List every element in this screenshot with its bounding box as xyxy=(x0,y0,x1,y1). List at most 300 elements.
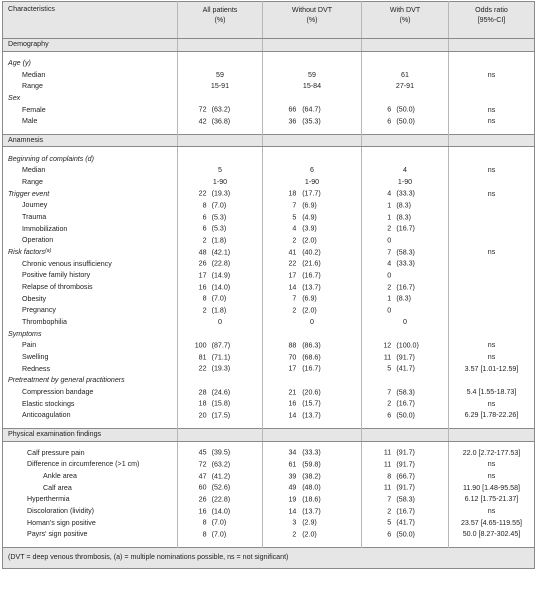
with-dvt-cell xyxy=(362,165,449,177)
table-row xyxy=(3,483,535,495)
all-patients-percent: (5.3) xyxy=(211,213,227,222)
table-row xyxy=(3,448,535,460)
with-dvt-count: 11 xyxy=(383,448,392,457)
without-dvt-count: 39 xyxy=(288,472,297,481)
with-dvt-percent: (50.0) xyxy=(396,530,415,539)
with-dvt-cell xyxy=(362,448,449,460)
table-row xyxy=(3,282,535,294)
all-patients-count: 8 xyxy=(202,294,207,303)
without-dvt-percent: (59.8) xyxy=(302,460,321,469)
all-patients-cell xyxy=(178,247,263,259)
all-patients-count: 26 xyxy=(198,495,207,504)
row-label: Range xyxy=(22,82,43,91)
odds-ratio-cell xyxy=(449,104,535,116)
footnote: (DVT = deep venous thrombosis, (a) = multiple nominations possible, ns = not significant) xyxy=(3,547,535,568)
section-empty-cell xyxy=(263,428,362,441)
all-patients-cell xyxy=(178,317,263,329)
all-patients-cell xyxy=(178,93,263,105)
header-without-pct: (%) xyxy=(306,15,318,24)
table-row xyxy=(3,471,535,483)
without-dvt-cell xyxy=(263,69,362,81)
odds-ratio-cell xyxy=(449,483,535,495)
all-patients-count: 72 xyxy=(198,105,207,114)
without-dvt-count: 49 xyxy=(288,483,297,492)
all-patients-cell xyxy=(178,352,263,364)
without-dvt-cell xyxy=(263,398,362,410)
without-dvt-cell xyxy=(263,200,362,212)
without-dvt-count: 14 xyxy=(288,411,297,420)
odds-ratio-value: ns xyxy=(487,460,496,469)
row-label-cell xyxy=(3,293,178,305)
odds-ratio-cell xyxy=(449,448,535,460)
all-patients-cell xyxy=(178,410,263,422)
section-empty-cell xyxy=(178,134,263,147)
odds-ratio-cell xyxy=(449,116,535,128)
odds-ratio-cell xyxy=(449,93,535,105)
odds-ratio-cell xyxy=(449,58,535,70)
without-dvt-count: 41 xyxy=(288,248,297,257)
header-with-label: With DVT xyxy=(389,6,421,14)
with-dvt-count: 7 xyxy=(387,388,392,397)
without-dvt-percent: (48.0) xyxy=(302,483,321,492)
without-dvt-cell xyxy=(263,270,362,282)
without-dvt-percent: (35.3) xyxy=(302,117,321,126)
without-dvt-cell xyxy=(263,506,362,518)
with-dvt-cell xyxy=(362,305,449,317)
all-patients-percent: (19.3) xyxy=(211,364,231,373)
all-patients-cell xyxy=(178,235,263,247)
with-dvt-cell xyxy=(362,328,449,340)
without-dvt-count: 14 xyxy=(288,507,297,516)
without-dvt-percent: (16.7) xyxy=(302,271,321,280)
with-dvt-percent: (50.0) xyxy=(396,411,415,420)
without-dvt-count: 34 xyxy=(288,448,297,457)
header-with-dvt xyxy=(362,2,449,39)
row-label: Relapse of thrombosis xyxy=(22,283,93,292)
table-row xyxy=(3,387,535,399)
all-patients-percent: (14.9) xyxy=(211,271,231,280)
without-dvt-cell xyxy=(263,387,362,399)
row-label-cell xyxy=(3,317,178,329)
without-dvt-count: 16 xyxy=(288,399,297,408)
section-empty-cell xyxy=(362,39,449,52)
odds-ratio-cell xyxy=(449,305,535,317)
table-row xyxy=(3,177,535,189)
without-dvt-percent: (17.7) xyxy=(302,189,321,198)
row-label: Male xyxy=(22,117,38,126)
header-without-label: Without DVT xyxy=(291,6,333,14)
without-dvt-cell xyxy=(263,471,362,483)
with-dvt-count: 4 xyxy=(387,189,392,198)
row-label-cell xyxy=(3,58,178,70)
all-patients-value: 59 xyxy=(216,70,224,79)
with-dvt-cell xyxy=(362,69,449,81)
table-row xyxy=(3,258,535,270)
with-dvt-count: 12 xyxy=(383,341,392,350)
all-patients-cell xyxy=(178,188,263,200)
with-dvt-percent: (66.7) xyxy=(396,472,415,481)
row-label: Median xyxy=(22,70,46,79)
with-dvt-cell xyxy=(362,223,449,235)
without-dvt-percent: (6.9) xyxy=(302,294,317,303)
row-label: Difference in circumference (>1 cm) xyxy=(27,460,140,469)
row-label-cell xyxy=(3,93,178,105)
row-label: Trigger event xyxy=(8,189,50,198)
without-dvt-percent: (2.0) xyxy=(302,306,317,315)
without-dvt-percent: (40.2) xyxy=(302,248,321,257)
row-label-cell xyxy=(3,410,178,422)
all-patients-percent: (41.2) xyxy=(211,472,231,481)
with-dvt-cell xyxy=(362,518,449,530)
odds-ratio-cell xyxy=(449,270,535,282)
with-dvt-percent: (8.3) xyxy=(396,213,411,222)
with-dvt-percent: (58.3) xyxy=(396,388,415,397)
all-patients-cell xyxy=(178,165,263,177)
all-patients-percent: (5.3) xyxy=(211,224,227,233)
without-dvt-cell xyxy=(263,340,362,352)
all-patients-count: 81 xyxy=(198,353,207,362)
with-dvt-cell xyxy=(362,93,449,105)
all-patients-value: 5 xyxy=(218,166,222,175)
all-patients-percent: (63.2) xyxy=(211,460,231,469)
with-dvt-count: 7 xyxy=(387,248,392,257)
table-row xyxy=(3,153,535,165)
with-dvt-percent: (8.3) xyxy=(396,201,411,210)
row-label-cell xyxy=(3,459,178,471)
without-dvt-cell xyxy=(263,352,362,364)
row-label-cell xyxy=(3,305,178,317)
with-dvt-count: 1 xyxy=(387,294,392,303)
row-label-cell xyxy=(3,188,178,200)
without-dvt-count: 36 xyxy=(288,117,297,126)
without-dvt-percent: (38.2) xyxy=(302,472,321,481)
with-dvt-percent: (50.0) xyxy=(396,117,415,126)
odds-ratio-cell xyxy=(449,200,535,212)
section-header-row xyxy=(3,134,535,147)
all-patients-percent: (7.0) xyxy=(211,201,227,210)
row-label-cell xyxy=(3,270,178,282)
section-empty-cell xyxy=(362,428,449,441)
with-dvt-cell xyxy=(362,494,449,506)
with-dvt-percent: (58.3) xyxy=(396,248,415,257)
row-label-cell xyxy=(3,258,178,270)
without-dvt-count: 61 xyxy=(288,460,297,469)
odds-ratio-value: ns xyxy=(487,353,496,362)
row-label-cell xyxy=(3,518,178,530)
row-label: Immobilization xyxy=(22,224,68,233)
with-dvt-value: 0 xyxy=(403,318,407,327)
header-without-dvt xyxy=(263,2,362,39)
row-label: Chronic venous insufficiency xyxy=(22,259,112,268)
section-empty-cell xyxy=(449,39,535,52)
all-patients-cell xyxy=(178,58,263,70)
all-patients-count: 47 xyxy=(198,472,207,481)
without-dvt-count: 7 xyxy=(292,201,297,210)
without-dvt-count: 2 xyxy=(292,306,297,315)
all-patients-cell xyxy=(178,270,263,282)
without-dvt-count: 7 xyxy=(292,294,297,303)
without-dvt-percent: (21.6) xyxy=(302,259,321,268)
table-row xyxy=(3,58,535,70)
all-patients-count: 2 xyxy=(202,236,207,245)
with-dvt-cell xyxy=(362,81,449,93)
with-dvt-cell xyxy=(362,153,449,165)
with-dvt-cell xyxy=(362,459,449,471)
row-label: Obesity xyxy=(22,294,47,303)
all-patients-cell xyxy=(178,153,263,165)
table-row xyxy=(3,165,535,177)
with-dvt-cell xyxy=(362,116,449,128)
without-dvt-cell xyxy=(263,153,362,165)
all-patients-count: 45 xyxy=(198,448,207,457)
header-with-pct: (%) xyxy=(399,15,411,24)
with-dvt-cell xyxy=(362,188,449,200)
odds-ratio-value: 23.57 [4.65-119.55] xyxy=(460,518,522,527)
section-title: Physical examination findings xyxy=(3,428,178,441)
header-ci-label: [95%-CI] xyxy=(477,15,506,24)
with-dvt-value: 1-90 xyxy=(397,178,413,186)
with-dvt-count: 6 xyxy=(387,105,392,114)
row-label-cell xyxy=(3,153,178,165)
without-dvt-count: 19 xyxy=(288,495,297,504)
with-dvt-count: 5 xyxy=(387,364,392,373)
odds-ratio-cell xyxy=(449,328,535,340)
row-label-cell xyxy=(3,104,178,116)
odds-ratio-value: 50.0 [8.27-302.45] xyxy=(462,530,521,539)
all-patients-percent: (36.8) xyxy=(211,117,231,126)
without-dvt-count: 88 xyxy=(288,341,297,350)
table-row xyxy=(3,188,535,200)
with-dvt-cell xyxy=(362,529,449,541)
row-label: Operation xyxy=(22,236,54,245)
all-patients-cell xyxy=(178,116,263,128)
table-row xyxy=(3,81,535,93)
with-dvt-cell xyxy=(362,398,449,410)
without-dvt-percent: (2.0) xyxy=(302,236,317,245)
row-label-cell xyxy=(3,363,178,375)
row-label-cell xyxy=(3,165,178,177)
without-dvt-percent: (4.9) xyxy=(302,213,317,222)
table-row xyxy=(3,212,535,224)
all-patients-percent: (71.1) xyxy=(211,353,231,362)
header-or-label: Odds ratio xyxy=(475,6,508,14)
all-patients-percent: (7.0) xyxy=(211,530,227,539)
row-label: Symptoms xyxy=(8,329,42,338)
all-patients-count: 8 xyxy=(202,530,207,539)
all-patients-cell xyxy=(178,200,263,212)
all-patients-cell xyxy=(178,471,263,483)
without-dvt-cell xyxy=(263,177,362,189)
row-label-cell xyxy=(3,223,178,235)
without-dvt-cell xyxy=(263,459,362,471)
row-label-cell xyxy=(3,448,178,460)
table-row xyxy=(3,375,535,387)
table-row xyxy=(3,529,535,541)
row-label: Female xyxy=(22,105,46,114)
with-dvt-count: 8 xyxy=(387,472,392,481)
with-dvt-count: 6 xyxy=(387,530,392,539)
section-empty-cell xyxy=(178,39,263,52)
all-patients-percent: (7.0) xyxy=(211,294,227,303)
with-dvt-cell xyxy=(362,104,449,116)
with-dvt-percent: (16.7) xyxy=(396,283,415,292)
without-dvt-count: 17 xyxy=(288,271,297,280)
without-dvt-cell xyxy=(263,317,362,329)
header-all-label: All patients xyxy=(202,6,238,14)
odds-ratio-cell xyxy=(449,518,535,530)
without-dvt-cell xyxy=(263,247,362,259)
row-label: Median xyxy=(22,166,46,175)
with-dvt-percent: (50.0) xyxy=(396,105,415,114)
table-row xyxy=(3,305,535,317)
row-label-cell xyxy=(3,69,178,81)
all-patients-cell xyxy=(178,258,263,270)
table-row xyxy=(3,398,535,410)
with-dvt-count: 7 xyxy=(387,495,392,504)
with-dvt-cell xyxy=(362,270,449,282)
with-dvt-count: 4 xyxy=(387,259,392,268)
table-row xyxy=(3,328,535,340)
row-label: Beginning of complaints (d) xyxy=(8,154,94,163)
with-dvt-percent: (16.7) xyxy=(396,399,415,408)
with-dvt-cell xyxy=(362,352,449,364)
without-dvt-count: 18 xyxy=(288,189,297,198)
table-row xyxy=(3,235,535,247)
row-label-cell xyxy=(3,506,178,518)
without-dvt-cell xyxy=(263,410,362,422)
all-patients-cell xyxy=(178,282,263,294)
all-patients-cell xyxy=(178,387,263,399)
odds-ratio-cell xyxy=(449,363,535,375)
all-patients-cell xyxy=(178,104,263,116)
all-patients-percent: (19.3) xyxy=(211,189,231,198)
all-patients-count: 8 xyxy=(202,518,207,527)
with-dvt-percent: (41.7) xyxy=(396,518,415,527)
odds-ratio-cell xyxy=(449,223,535,235)
with-dvt-cell xyxy=(362,340,449,352)
table-row xyxy=(3,270,535,282)
without-dvt-count: 17 xyxy=(288,364,297,373)
row-label-cell xyxy=(3,471,178,483)
without-dvt-cell xyxy=(263,223,362,235)
without-dvt-percent: (86.3) xyxy=(302,341,321,350)
with-dvt-count: 0 xyxy=(387,306,392,315)
row-label: Compression bandage xyxy=(22,388,94,397)
with-dvt-percent: (91.7) xyxy=(396,448,415,457)
row-label-cell xyxy=(3,328,178,340)
with-dvt-count: 11 xyxy=(383,353,392,362)
with-dvt-percent: (41.7) xyxy=(396,364,415,373)
odds-ratio-cell xyxy=(449,459,535,471)
header-all-patients xyxy=(178,2,263,39)
row-label-cell xyxy=(3,494,178,506)
odds-ratio-cell xyxy=(449,317,535,329)
with-dvt-count: 2 xyxy=(387,507,392,516)
without-dvt-cell xyxy=(263,363,362,375)
without-dvt-percent: (6.9) xyxy=(302,201,317,210)
all-patients-percent: (14.0) xyxy=(211,283,231,292)
all-patients-count: 72 xyxy=(198,460,207,469)
all-patients-cell xyxy=(178,483,263,495)
all-patients-cell xyxy=(178,448,263,460)
all-patients-cell xyxy=(178,494,263,506)
without-dvt-cell xyxy=(263,93,362,105)
all-patients-cell xyxy=(178,81,263,93)
all-patients-percent: (39.5) xyxy=(211,448,231,457)
without-dvt-cell xyxy=(263,116,362,128)
without-dvt-cell xyxy=(263,104,362,116)
with-dvt-percent: (33.3) xyxy=(396,259,415,268)
row-label: Thrombophilia xyxy=(22,318,67,327)
row-label-cell xyxy=(3,177,178,189)
without-dvt-cell xyxy=(263,483,362,495)
without-dvt-cell xyxy=(263,529,362,541)
all-patients-percent: (1.8) xyxy=(211,306,227,315)
odds-ratio-cell xyxy=(449,153,535,165)
without-dvt-value: 1-90 xyxy=(304,178,320,186)
odds-ratio-cell xyxy=(449,282,535,294)
without-dvt-cell xyxy=(263,305,362,317)
without-dvt-value: 59 xyxy=(308,70,316,79)
row-label-cell xyxy=(3,212,178,224)
row-label: Pregnancy xyxy=(22,306,56,315)
all-patients-cell xyxy=(178,212,263,224)
all-patients-percent: (52.6) xyxy=(211,483,231,492)
without-dvt-count: 2 xyxy=(292,236,297,245)
without-dvt-percent: (16.7) xyxy=(302,364,321,373)
without-dvt-cell xyxy=(263,235,362,247)
odds-ratio-cell xyxy=(449,235,535,247)
all-patients-cell xyxy=(178,375,263,387)
table-row xyxy=(3,459,535,471)
odds-ratio-cell xyxy=(449,212,535,224)
all-patients-percent: (22.8) xyxy=(211,495,231,504)
with-dvt-cell xyxy=(362,235,449,247)
odds-ratio-cell xyxy=(449,506,535,518)
header-odds-ratio xyxy=(449,2,535,39)
all-patients-count: 16 xyxy=(198,507,207,516)
row-label: Range xyxy=(22,178,43,186)
table-row xyxy=(3,494,535,506)
with-dvt-count: 1 xyxy=(387,201,392,210)
row-label: Trauma xyxy=(22,213,47,222)
with-dvt-value: 61 xyxy=(401,70,409,79)
with-dvt-cell xyxy=(362,506,449,518)
table-row xyxy=(3,200,535,212)
with-dvt-count: 2 xyxy=(387,283,392,292)
without-dvt-cell xyxy=(263,58,362,70)
with-dvt-count: 6 xyxy=(387,117,392,126)
without-dvt-count: 4 xyxy=(292,224,297,233)
with-dvt-cell xyxy=(362,483,449,495)
odds-ratio-value: 22.0 [2.72-177.53] xyxy=(462,448,521,457)
without-dvt-cell xyxy=(263,328,362,340)
table-row xyxy=(3,363,535,375)
all-patients-count: 22 xyxy=(198,364,207,373)
without-dvt-percent: (13.7) xyxy=(302,283,321,292)
row-label-cell xyxy=(3,375,178,387)
all-patients-cell xyxy=(178,177,263,189)
odds-ratio-cell xyxy=(449,471,535,483)
all-patients-count: 20 xyxy=(198,411,207,420)
row-label: Calf area xyxy=(43,483,72,492)
all-patients-cell xyxy=(178,398,263,410)
with-dvt-cell xyxy=(362,200,449,212)
row-label: Pretreatment by general practitioners xyxy=(8,376,125,385)
without-dvt-percent: (13.7) xyxy=(302,507,321,516)
all-patients-percent: (63.2) xyxy=(211,105,231,114)
with-dvt-percent: (100.0) xyxy=(396,341,419,350)
